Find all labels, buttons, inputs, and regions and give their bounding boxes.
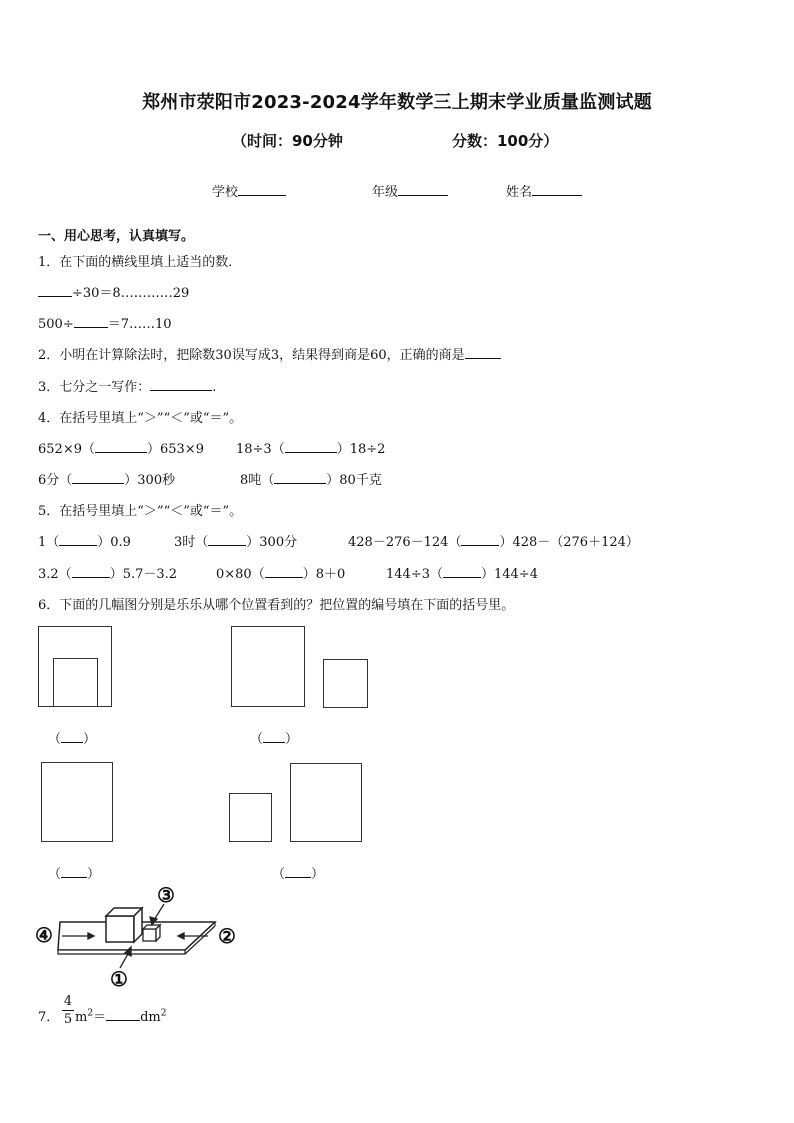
q5-item-right: ）0.9 [97, 535, 131, 550]
q5-item-left: 0×80（ [216, 567, 265, 582]
q4-item-right: ）300秒 [124, 473, 176, 488]
q5-blank[interactable] [265, 565, 303, 578]
q4-item [240, 469, 382, 488]
q4-item-right: ）653×9 [146, 442, 204, 457]
q4-blank[interactable] [274, 471, 326, 484]
label-3: ③ [157, 883, 175, 907]
q1-line1 [38, 282, 189, 301]
q5-blank[interactable] [59, 533, 97, 546]
q4-item-left: 652×9（ [38, 442, 95, 457]
single-square [41, 762, 113, 842]
q5-item-left: 428－276－124（ [348, 535, 462, 550]
q6-answer-2[interactable] [250, 728, 298, 747]
q5-item-right: ）8＋0 [302, 567, 346, 582]
q7-fraction [62, 994, 74, 1027]
paren-close: ） [311, 867, 325, 882]
q4-item [236, 438, 385, 457]
q5-item [38, 531, 131, 550]
section-heading: 一、用心思考，认真填写。 [38, 229, 195, 244]
q3-end: . [212, 380, 217, 395]
name-field[interactable] [506, 181, 582, 200]
paren-open: （ [250, 732, 264, 747]
small-square [323, 659, 368, 708]
label-2: ② [218, 924, 236, 948]
name-blank[interactable] [532, 183, 582, 196]
q3-text: 3．七分之一写作： [38, 380, 151, 395]
q5-item [348, 531, 639, 550]
q5-item-right: ）428－（276＋124） [499, 535, 639, 550]
q6-answer-3[interactable] [48, 863, 100, 882]
name-label: 姓名 [506, 185, 533, 200]
q2-text: 2．小明在计算除法时，把除数30误写成3，结果得到商是60，正确的商是 [38, 348, 465, 363]
q4-item-left: 6分（ [38, 473, 73, 488]
q4-blank[interactable] [95, 440, 147, 453]
q4-item [38, 469, 175, 488]
school-field[interactable] [212, 181, 286, 200]
q5-item [174, 531, 297, 550]
small-cube [143, 925, 160, 941]
q6-answer-4[interactable] [272, 863, 324, 882]
q5-item-right: ）144÷4 [480, 567, 538, 582]
q6-blank[interactable] [263, 730, 285, 743]
q4-item-left: 18÷3（ [236, 442, 285, 457]
page-title: 郑州市荥阳市2023-2024学年数学三上期末学业质量监测试题 [142, 92, 652, 113]
q3 [38, 376, 216, 395]
platform-edge [58, 950, 185, 954]
q5-blank[interactable] [208, 533, 246, 546]
score-label: 分数：100分） [452, 132, 559, 150]
q1-line2-prefix: 500÷ [38, 317, 74, 332]
q4-item-left: 8吨（ [240, 473, 275, 488]
q1-line1-text: ÷30＝8…………29 [72, 286, 190, 301]
grade-blank[interactable] [398, 183, 448, 196]
fraction-denominator: 5 [63, 1012, 73, 1027]
q4-item-right: ）80千克 [326, 473, 382, 488]
paren-open: （ [48, 732, 62, 747]
q5-blank[interactable] [72, 565, 110, 578]
q5-item-left: 3.2（ [38, 567, 72, 582]
q6-answer-1[interactable] [48, 728, 96, 747]
fraction-bar [62, 1010, 74, 1011]
q5-item [38, 563, 177, 582]
q4-item-right: ）18÷2 [336, 442, 386, 457]
q7-number: 7． [38, 1010, 60, 1025]
q5-item-right: ）5.7－3.2 [109, 567, 178, 582]
paren-open: （ [48, 867, 62, 882]
q1-line2 [38, 313, 172, 332]
inner-square [53, 658, 98, 707]
unit-m: m [75, 1010, 88, 1025]
q1-blank-2[interactable] [74, 315, 108, 328]
q6-blank[interactable] [285, 865, 311, 878]
q5-item-left: 144÷3（ [386, 567, 443, 582]
grade-label: 年级 [372, 185, 399, 200]
equals: ＝ [93, 1010, 107, 1025]
q2 [38, 344, 501, 363]
q1-text: 1．在下面的横线里填上适当的数． [38, 255, 242, 270]
unit-dm: dm [140, 1010, 161, 1025]
q5-item [216, 563, 345, 582]
large-cube [106, 908, 142, 942]
q4-text: 4．在括号里填上“＞”“＜”或“＝”。 [38, 411, 243, 426]
paren-close: ） [285, 732, 299, 747]
q5-text: 5．在括号里填上“＞”“＜”或“＝”。 [38, 504, 243, 519]
fraction-numerator: 4 [63, 994, 73, 1009]
q6-text: 6．下面的几幅图分别是乐乐从哪个位置看到的？把位置的编号填在下面的括号里。 [38, 598, 515, 613]
q2-blank[interactable] [465, 346, 501, 359]
school-blank[interactable] [238, 183, 286, 196]
paren-close: ） [83, 732, 97, 747]
q6-blank[interactable] [61, 730, 83, 743]
paren-close: ） [87, 867, 101, 882]
q5-item-left: 1（ [38, 535, 60, 550]
q4-item [38, 438, 204, 457]
small-square [229, 793, 272, 842]
school-label: 学校 [212, 185, 239, 200]
q5-item [386, 563, 538, 582]
q1-line2-suffix: ＝7……10 [107, 317, 172, 332]
large-square [231, 626, 305, 707]
unit-m-exp: 2 [87, 1008, 94, 1019]
q5-blank[interactable] [443, 565, 481, 578]
q4-blank[interactable] [72, 471, 124, 484]
q3-blank[interactable] [150, 378, 212, 391]
q7-expression [75, 1006, 166, 1025]
label-4: ④ [35, 923, 53, 947]
q5-item-right: ）300分 [246, 535, 298, 550]
time-label: （时间：90分钟 [232, 132, 343, 150]
q1-blank-1[interactable] [38, 284, 72, 297]
label-1: ① [110, 967, 128, 991]
paren-open: （ [272, 867, 286, 882]
large-square [290, 763, 362, 842]
grade-field[interactable] [372, 181, 448, 200]
q6-blank[interactable] [61, 865, 87, 878]
position-diagram [30, 882, 260, 992]
unit-dm-exp: 2 [160, 1008, 167, 1019]
q5-blank[interactable] [461, 533, 499, 546]
q5-item-left: 3时（ [174, 535, 209, 550]
q7-blank[interactable] [106, 1008, 140, 1021]
q4-blank[interactable] [285, 440, 337, 453]
